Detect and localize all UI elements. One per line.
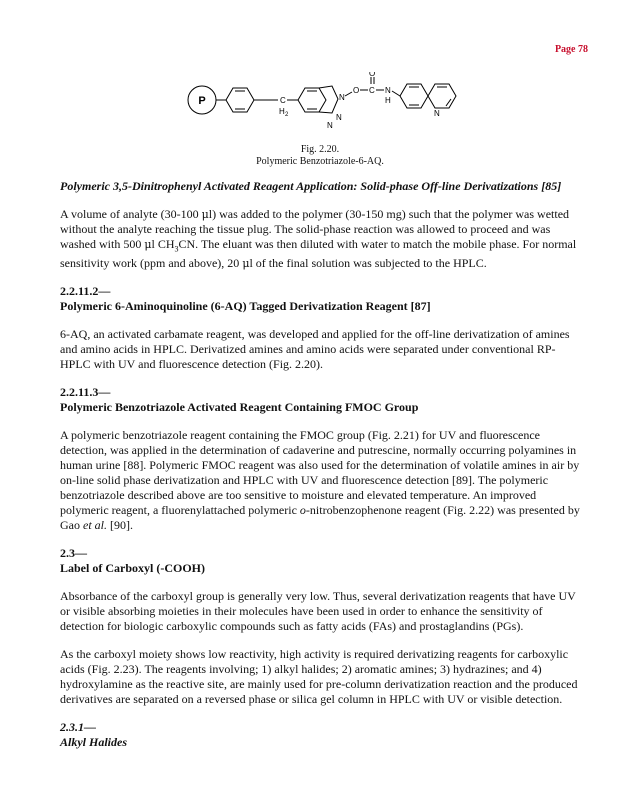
paragraph-6aq: 6-AQ, an activated carbamate reagent, was developed and applied for the off-line derivatization of amines and amino acids in HPLC. Derivatized amines and amino acids were separated under conventional RP-HPLC with UV and fluorescence detection (Fig. 2.20). — [60, 327, 570, 372]
text-run: l CH — [151, 237, 175, 251]
text-run: l of the final solution was subjected to the HPLC. — [249, 256, 487, 271]
ch2-subscript: 2 — [285, 112, 289, 118]
triazole-n1: N — [339, 93, 345, 102]
section-number: 2.3— — [60, 546, 87, 561]
quinoline-nitrogen: N — [434, 109, 440, 118]
section-number: 2.2.11.2— — [60, 284, 111, 299]
page-number: Page 78 — [554, 44, 588, 55]
ch2-carbon: C — [280, 96, 286, 105]
section-number: 2.3.1— — [60, 720, 96, 735]
carbonyl-carbon: C — [369, 86, 375, 95]
carbonyl-oxygen: O — [369, 72, 376, 78]
section-title: Label of Carboxyl (-COOH) — [60, 561, 205, 576]
paragraph-fmoc — [60, 428, 580, 533]
text-run: A polymeric benzotriazole reagent containing the FMOC group (Fig. 2.21) for UV and fluorescence detection, was applied in the determination of cadaverine and putrescine, normally occurring polyamines in human urine [88]. Polymeric FMOC reagent was also used for the determination of volatile amines in air by on-line solid phase derivatization and HPLC with UV and fluorescence detection [89]. The polymeric benzotriazole described above are too sensitive to moisture and elevated temperature. An improved polymeric reagent, a fluorenylattached polymeric — [60, 428, 580, 518]
triazole-ring — [319, 86, 338, 113]
text-run: A volume of analyte (30-100 — [60, 207, 202, 221]
micro-symbol: μ — [242, 257, 250, 271]
section-title: Polymeric Benzotriazole Activated Reagent Containing FMOC Group — [60, 400, 419, 415]
heading-polymeric-dnp: Polymeric 3,5-Dinitrophenyl Activated Reagent Application: Solid-phase Off-line Derivatizations [85] — [60, 179, 562, 193]
paragraph-carboxyl-absorbance: Absorbance of the carboxyl group is generally very low. Thus, several derivatization reagents that have UV or visible absorbing moieties in their molecules have been used in order to enhance the sensitivity of detection for biologic carboxylic compounds such as fatty acids (FAs) and prostaglandins (PGs). — [60, 589, 576, 634]
text-run: l) was added to the polymer (30-150 mg) such that the polymer was wetted without the analyte reaching the tissue plug. The solid-phase reaction was allowed to proceed and was washed with 500 — [60, 207, 570, 251]
text-run: -nitrobenzophenone reagent (Fig. 2.22) was presented by Gao — [60, 503, 580, 533]
amide-hydrogen: H — [385, 96, 391, 105]
section-2-2-11-3 — [60, 385, 580, 415]
benzotriazole-6-aq-structure — [180, 72, 480, 142]
figure-caption-number: Fig. 2.20. — [300, 144, 340, 155]
italic-et-al: et al. — [83, 518, 107, 533]
quinoline-ring-b — [428, 84, 456, 108]
benzene-ring-1 — [226, 88, 254, 112]
paragraph-carboxyl-reactivity: As the carboxyl moiety shows low reactivity, high activity is required derivatizing reagents for carboxylic acids (Fig. 2.23). The reagents involving; 1) alkyl halides; 2) aromatic amines; 3) hydrazines; and 4) hydroxylamine as the reactive site, are mainly used for pre-column derivatization reaction and the produced derivatives are separated on a reversed phase or silica gel column in HPLC with UV or visible detection. — [60, 647, 578, 707]
micro-symbol: μ — [144, 238, 152, 251]
triazole-n2: N — [336, 113, 342, 122]
chemical-structure-figure — [180, 72, 480, 142]
text-run: CN. The eluant was then diluted with water to match the mobile phase. For normal sensitivity work (ppm and above), 20 — [60, 237, 577, 271]
figure-caption-title: Polymeric Benzotriazole-6-AQ. — [256, 156, 384, 167]
section-title: Polymeric 6-Aminoquinoline (6-AQ) Tagged Derivatization Reagent [87] — [60, 299, 431, 314]
ch2-hydrogen: H — [279, 107, 285, 116]
polymer-label: P — [198, 95, 206, 107]
italic-o: o — [299, 503, 306, 518]
section-2-3 — [60, 546, 580, 576]
micro-symbol: μ — [201, 208, 209, 221]
section-2-3-1 — [60, 720, 580, 750]
section-title: Alkyl Halides — [60, 735, 127, 750]
linker-oxygen: O — [353, 86, 360, 95]
section-2-2-11-2 — [60, 284, 580, 314]
triazole-n3: N — [327, 121, 333, 130]
amide-nitrogen: N — [385, 86, 391, 95]
text-run: [90]. — [107, 518, 133, 533]
benzene-ring-2 — [298, 88, 326, 112]
subscript: 3 — [174, 244, 179, 254]
paragraph-solid-phase — [60, 207, 580, 271]
quinoline-ring-a — [400, 84, 428, 108]
page-body — [60, 179, 580, 750]
section-number: 2.2.11.3— — [60, 385, 111, 400]
